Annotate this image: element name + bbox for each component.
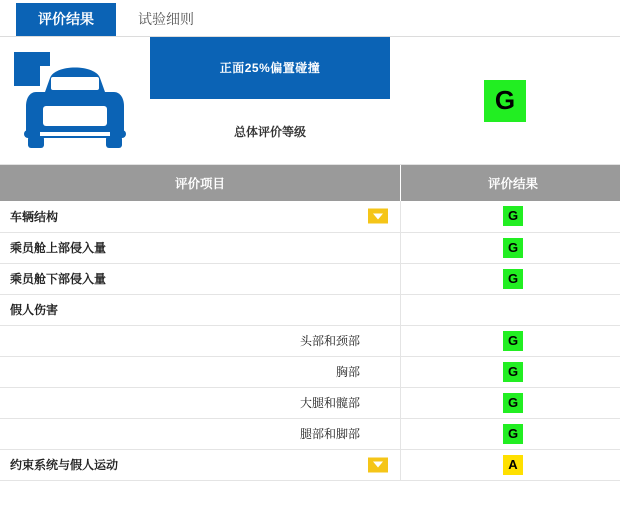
row-item-label [0,263,401,294]
overall-grade-label: 总体评价等级 [150,99,390,164]
status-badge: G [503,424,523,444]
row-item-label [0,294,401,325]
row-item-label [0,232,401,263]
status-badge: A [503,455,523,475]
row-item-label [0,201,401,232]
row-grade-cell [401,418,620,449]
row-item-label [0,387,401,418]
table-row [0,232,620,263]
tab-bar [0,0,620,37]
row-item-label [0,325,401,356]
table-row [0,263,620,294]
status-badge: G [503,362,523,382]
car-front-icon [10,46,140,156]
results-table [0,165,620,481]
table-row [0,356,620,387]
header-result: 评价结果 [401,165,620,201]
row-item-label [0,449,401,480]
row-item-text: 车辆结构 [10,209,59,224]
table-header-row [0,165,620,201]
crash-test-label: 正面25%偏置碰撞 [150,37,390,99]
header-item: 评价项目 [0,165,401,201]
row-item-text: 头部和颈部 [299,334,360,348]
summary-panel [0,37,620,165]
chevron-down-icon[interactable] [368,209,388,224]
row-item-text: 假人伤害 [10,303,59,317]
row-grade-cell [401,232,620,263]
row-item-text: 胸部 [335,365,360,379]
status-badge: G [503,331,523,351]
row-grade-cell [401,201,620,232]
row-item-text: 乘员舱上部侵入量 [10,241,107,255]
row-grade-cell [401,294,620,325]
table-row [0,325,620,356]
row-item-label [0,356,401,387]
row-item-text: 腿部和脚部 [299,427,360,441]
row-grade-cell [401,449,620,480]
overall-grade-badge: G [484,80,526,122]
tab-evaluation-results[interactable]: 评价结果 [16,3,116,36]
row-item-text: 约束系统与假人运动 [10,458,119,472]
status-badge: G [503,269,523,289]
status-badge: G [503,238,523,258]
status-badge: G [503,206,523,226]
row-item-text: 大腿和髋部 [299,396,360,410]
table-row [0,201,620,232]
table-row [0,449,620,480]
row-item-text: 乘员舱下部侵入量 [10,272,107,286]
tab-test-details[interactable]: 试验细则 [138,11,194,27]
status-badge: G [503,393,523,413]
chevron-down-icon[interactable] [368,457,388,472]
overall-grade-cell [390,37,620,164]
table-row [0,418,620,449]
row-grade-cell [401,356,620,387]
vehicle-illustration-cell [0,37,150,164]
row-grade-cell [401,325,620,356]
row-grade-cell [401,387,620,418]
row-item-label [0,418,401,449]
table-row [0,294,620,325]
table-row [0,387,620,418]
row-grade-cell [401,263,620,294]
crash-type-column [150,37,390,164]
